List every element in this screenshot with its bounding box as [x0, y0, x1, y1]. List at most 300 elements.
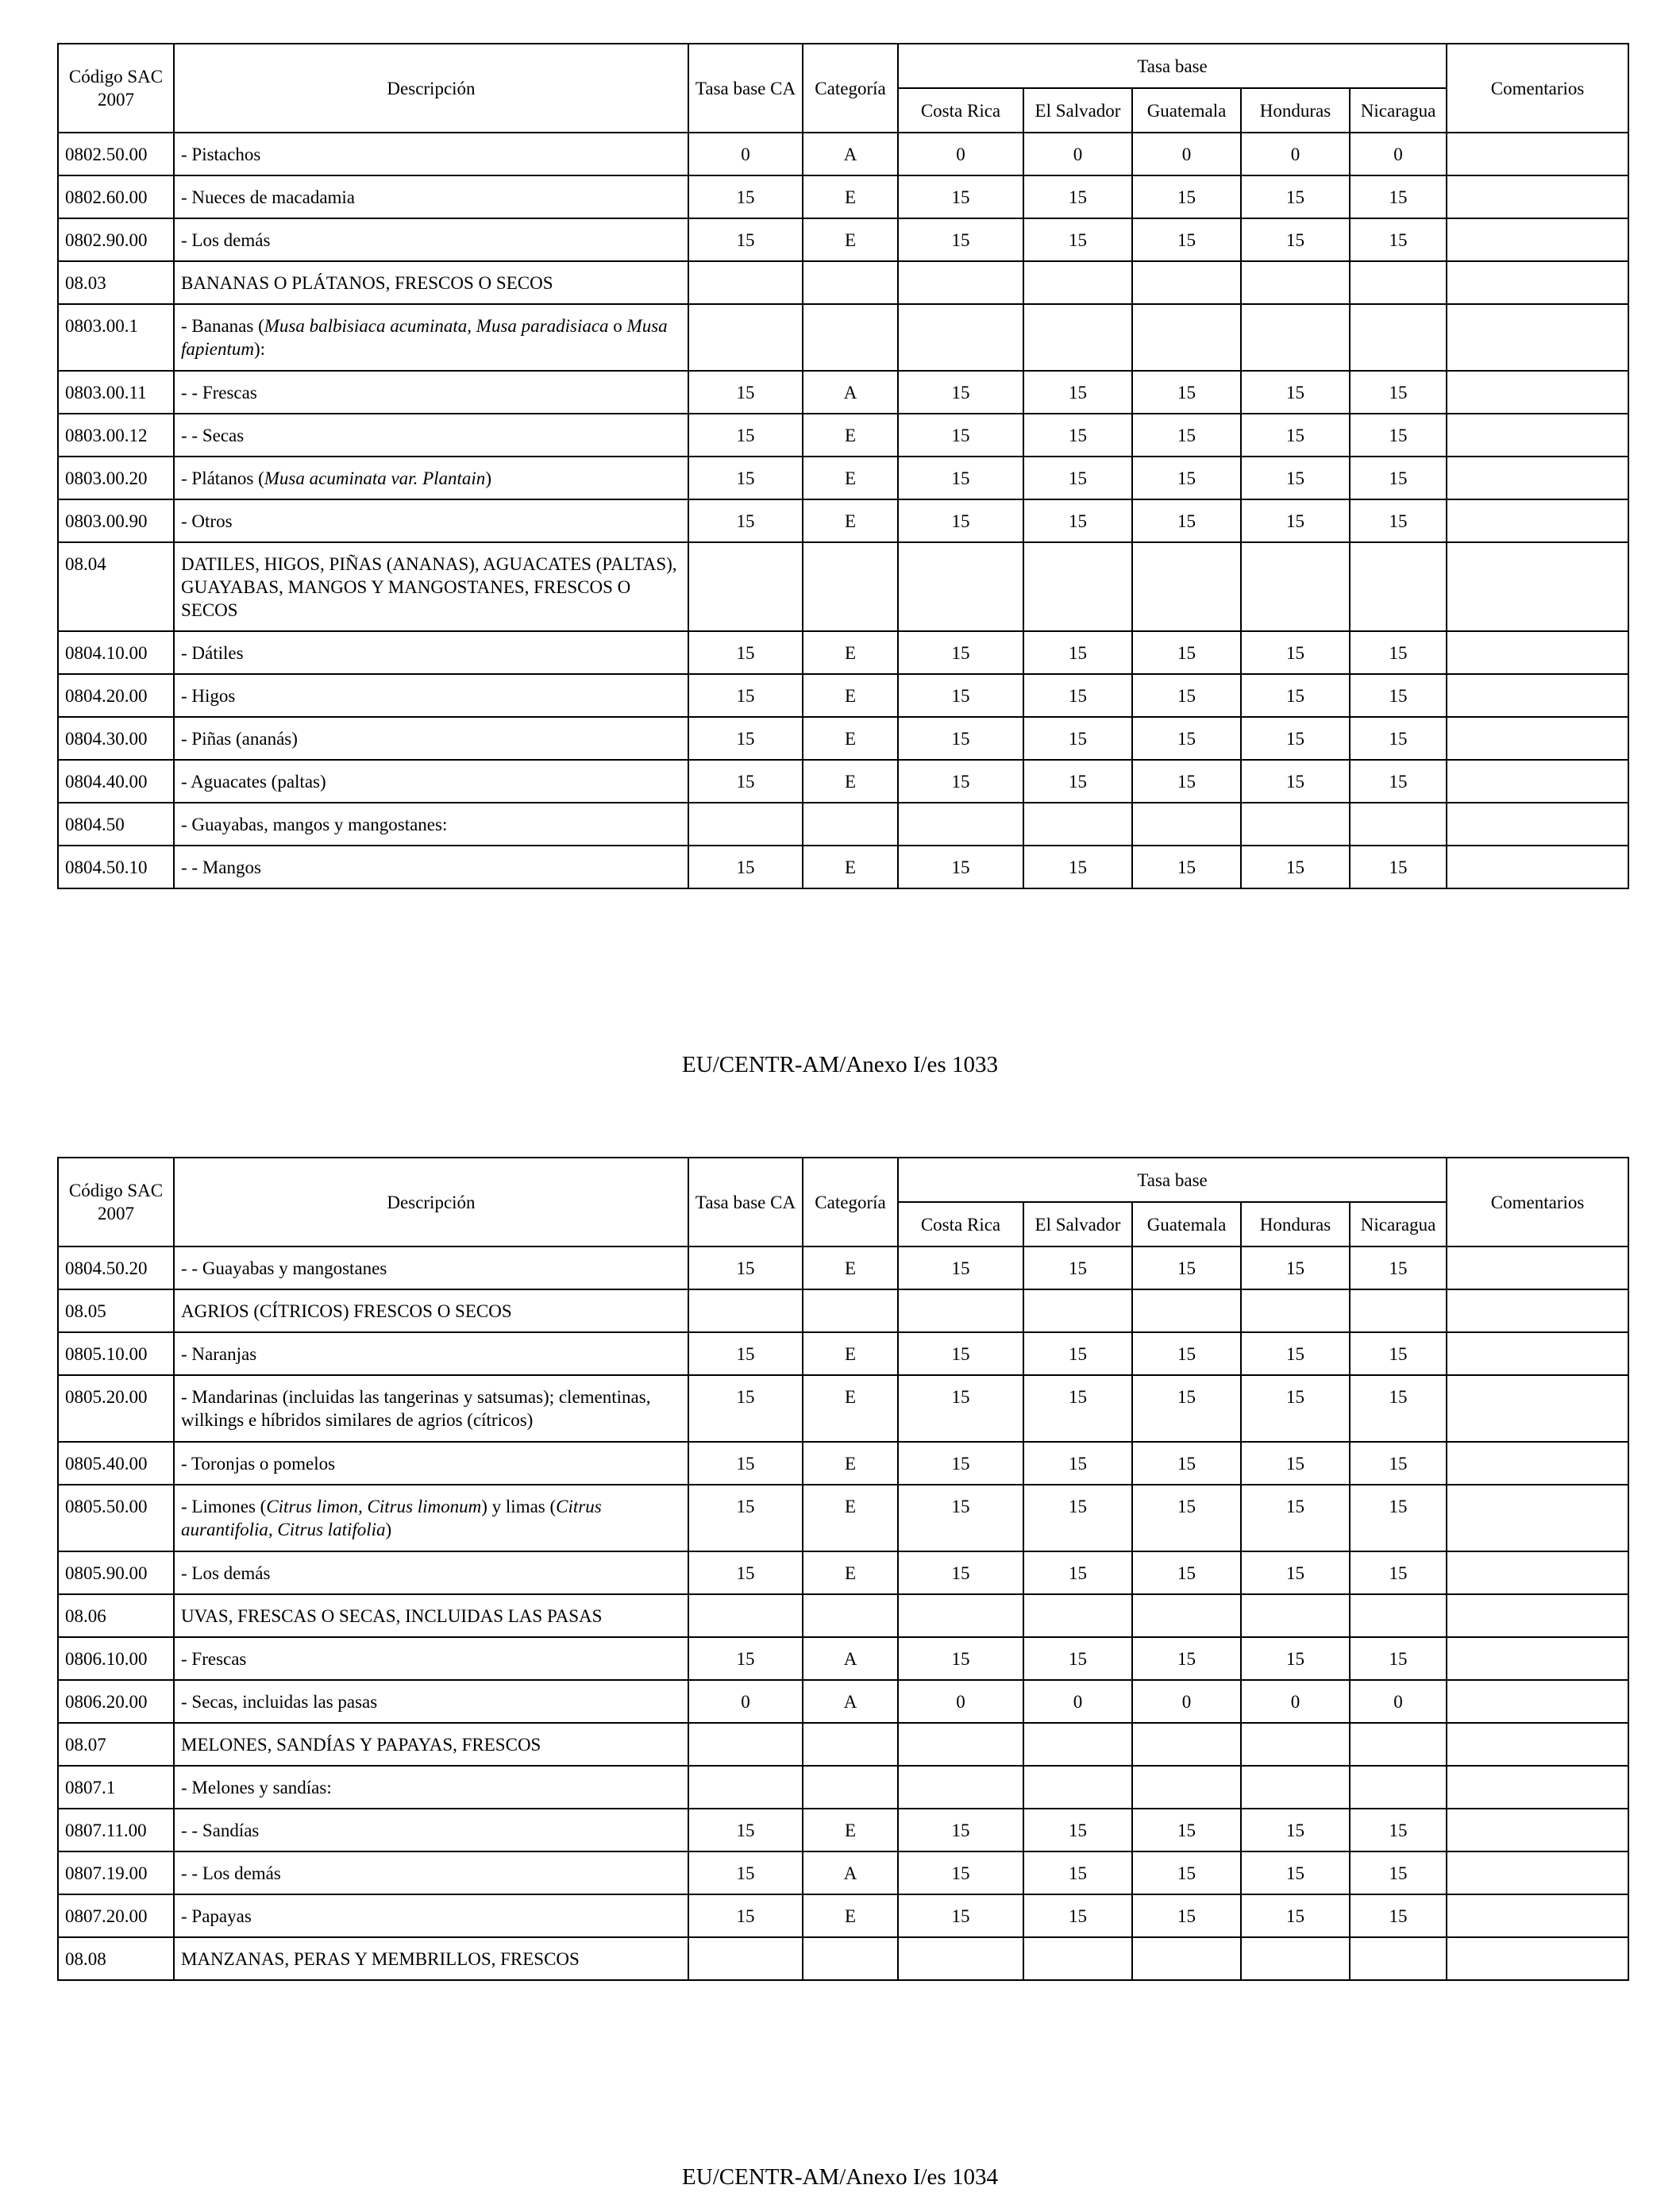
country-rate-cell	[1132, 803, 1241, 846]
tariff-code-cell: 0804.20.00	[58, 674, 174, 717]
category-cell: E	[803, 414, 898, 457]
header-comments: Comentarios	[1447, 44, 1628, 133]
country-rate-cell	[1350, 542, 1447, 631]
country-rate-cell	[898, 1766, 1023, 1809]
category-cell	[803, 542, 898, 631]
description-cell: - - Mangos	[174, 846, 688, 888]
comments-cell	[1447, 414, 1628, 457]
base-rate-ca-cell	[688, 542, 803, 631]
comments-cell	[1447, 1637, 1628, 1680]
country-rate-cell: 0	[1241, 1680, 1350, 1723]
country-rate-cell: 15	[1241, 414, 1350, 457]
country-rate-cell: 15	[898, 457, 1023, 499]
tariff-code-cell: 0803.00.12	[58, 414, 174, 457]
country-rate-cell: 15	[898, 1442, 1023, 1485]
category-cell: E	[803, 1894, 898, 1937]
country-rate-cell: 15	[1241, 1375, 1350, 1442]
country-rate-cell	[1241, 803, 1350, 846]
country-rate-cell: 15	[1023, 846, 1132, 888]
country-rate-cell: 15	[898, 674, 1023, 717]
base-rate-ca-cell: 15	[688, 1375, 803, 1442]
description-italic-part: Citrus limon, Citrus limonum	[266, 1497, 482, 1516]
country-rate-cell	[1023, 304, 1132, 371]
base-rate-ca-cell	[688, 1723, 803, 1766]
table-row	[58, 717, 1628, 760]
description-cell: - Melones y sandías:	[174, 1766, 688, 1809]
description-italic-part: Musa fapientum	[181, 316, 668, 359]
comments-cell	[1447, 1246, 1628, 1289]
country-rate-cell: 15	[898, 1551, 1023, 1594]
country-rate-cell: 15	[1132, 1551, 1241, 1594]
tariff-code-cell: 0805.50.00	[58, 1485, 174, 1551]
table-row	[58, 261, 1628, 304]
tariff-table-page-1034	[57, 1157, 1629, 1981]
country-rate-cell	[898, 803, 1023, 846]
description-cell: - - Secas	[174, 414, 688, 457]
country-rate-cell: 15	[1023, 1637, 1132, 1680]
base-rate-ca-cell: 15	[688, 674, 803, 717]
country-rate-cell: 15	[898, 1485, 1023, 1551]
country-rate-cell: 15	[1023, 1851, 1132, 1894]
tariff-code-cell: 0806.20.00	[58, 1680, 174, 1723]
table-row	[58, 499, 1628, 542]
comments-cell	[1447, 1442, 1628, 1485]
country-rate-cell: 15	[898, 1637, 1023, 1680]
description-cell: DATILES, HIGOS, PIÑAS (ANANAS), AGUACATES (PALTAS), GUAYABAS, MANGOS Y MANGOSTANES, FRESCOS O SECOS	[174, 542, 688, 631]
country-rate-cell: 15	[1350, 1375, 1447, 1442]
country-rate-cell: 15	[1350, 1246, 1447, 1289]
tariff-code-cell: 08.04	[58, 542, 174, 631]
country-rate-cell	[898, 1289, 1023, 1332]
country-rate-cell: 15	[898, 175, 1023, 218]
comments-cell	[1447, 457, 1628, 499]
country-rate-cell: 15	[1241, 760, 1350, 803]
category-cell: E	[803, 175, 898, 218]
country-rate-cell: 0	[1241, 133, 1350, 175]
header-base-rate: Tasa base	[898, 44, 1447, 88]
tariff-code-cell: 0804.50.10	[58, 846, 174, 888]
category-cell: E	[803, 1485, 898, 1551]
table-row	[58, 760, 1628, 803]
base-rate-ca-cell: 15	[688, 1485, 803, 1551]
header-code: Código SAC 2007	[58, 44, 174, 133]
table-body	[58, 1246, 1628, 1980]
table-row	[58, 1332, 1628, 1375]
description-cell: - - Los demás	[174, 1851, 688, 1894]
table-header	[58, 1158, 1628, 1246]
table-row	[58, 175, 1628, 218]
description-cell: - Secas, incluidas las pasas	[174, 1680, 688, 1723]
header-category: Categoría	[803, 1158, 898, 1246]
country-rate-cell	[1350, 1723, 1447, 1766]
tariff-code-cell: 08.06	[58, 1594, 174, 1637]
comments-cell	[1447, 1551, 1628, 1594]
comments-cell	[1447, 1894, 1628, 1937]
country-rate-cell: 15	[1132, 717, 1241, 760]
comments-cell	[1447, 1680, 1628, 1723]
tariff-code-cell: 0805.10.00	[58, 1332, 174, 1375]
tariff-code-cell: 0804.10.00	[58, 631, 174, 674]
comments-cell	[1447, 1485, 1628, 1551]
country-rate-cell: 15	[1023, 218, 1132, 261]
country-rate-cell: 15	[1241, 1551, 1350, 1594]
country-rate-cell	[1132, 261, 1241, 304]
country-rate-cell: 15	[1350, 1851, 1447, 1894]
description-cell: - Piñas (ananás)	[174, 717, 688, 760]
country-rate-cell	[1023, 1937, 1132, 1980]
table-row	[58, 1289, 1628, 1332]
category-cell	[803, 261, 898, 304]
description-italic-part: Musa balbisiaca acuminata, Musa paradisiaca	[264, 316, 609, 336]
country-rate-cell	[1023, 261, 1132, 304]
base-rate-ca-cell	[688, 1594, 803, 1637]
description-cell: BANANAS O PLÁTANOS, FRESCOS O SECOS	[174, 261, 688, 304]
base-rate-ca-cell: 15	[688, 1851, 803, 1894]
comments-cell	[1447, 1332, 1628, 1375]
country-rate-cell	[1023, 1594, 1132, 1637]
country-rate-cell: 15	[1023, 1332, 1132, 1375]
description-cell: AGRIOS (CÍTRICOS) FRESCOS O SECOS	[174, 1289, 688, 1332]
table-row	[58, 1442, 1628, 1485]
description-part: - Limones (	[181, 1497, 267, 1516]
tariff-table-page-1033	[57, 43, 1629, 889]
country-rate-cell: 15	[1350, 371, 1447, 414]
country-rate-cell: 15	[1350, 218, 1447, 261]
table-row	[58, 1680, 1628, 1723]
table-row	[58, 1766, 1628, 1809]
country-rate-cell: 15	[1132, 457, 1241, 499]
tariff-code-cell: 0805.40.00	[58, 1442, 174, 1485]
description-cell: - Pistachos	[174, 133, 688, 175]
base-rate-ca-cell: 15	[688, 1809, 803, 1851]
tariff-code-cell: 08.03	[58, 261, 174, 304]
header-base-rate-ca: Tasa base CA	[688, 44, 803, 133]
country-rate-cell	[898, 1723, 1023, 1766]
country-rate-cell: 15	[1132, 414, 1241, 457]
country-rate-cell: 15	[1350, 457, 1447, 499]
country-rate-cell: 0	[1132, 1680, 1241, 1723]
description-cell: MANZANAS, PERAS Y MEMBRILLOS, FRESCOS	[174, 1937, 688, 1980]
country-rate-cell	[1241, 304, 1350, 371]
country-rate-cell: 0	[898, 133, 1023, 175]
country-rate-cell: 15	[1023, 1485, 1132, 1551]
category-cell	[803, 1289, 898, 1332]
country-rate-cell: 15	[898, 499, 1023, 542]
base-rate-ca-cell: 15	[688, 1551, 803, 1594]
header-category: Categoría	[803, 44, 898, 133]
category-cell: E	[803, 846, 898, 888]
tariff-code-cell: 0807.1	[58, 1766, 174, 1809]
category-cell: E	[803, 1442, 898, 1485]
country-rate-cell	[1350, 1594, 1447, 1637]
base-rate-ca-cell: 15	[688, 1246, 803, 1289]
country-rate-cell: 15	[1023, 1809, 1132, 1851]
base-rate-ca-cell: 15	[688, 499, 803, 542]
comments-cell	[1447, 631, 1628, 674]
header-country: Nicaragua	[1350, 88, 1447, 133]
base-rate-ca-cell: 15	[688, 414, 803, 457]
header-country: Costa Rica	[898, 1202, 1023, 1246]
country-rate-cell	[1132, 1594, 1241, 1637]
country-rate-cell	[898, 304, 1023, 371]
category-cell: A	[803, 1637, 898, 1680]
category-cell: A	[803, 1680, 898, 1723]
country-rate-cell: 15	[1023, 1551, 1132, 1594]
base-rate-ca-cell: 15	[688, 175, 803, 218]
tariff-code-cell: 0805.90.00	[58, 1551, 174, 1594]
tariff-code-cell: 0802.50.00	[58, 133, 174, 175]
base-rate-ca-cell	[688, 1289, 803, 1332]
description-cell	[174, 457, 688, 499]
base-rate-ca-cell: 0	[688, 1680, 803, 1723]
description-cell: - Nueces de macadamia	[174, 175, 688, 218]
country-rate-cell: 15	[1023, 1442, 1132, 1485]
country-rate-cell: 15	[1241, 175, 1350, 218]
country-rate-cell	[1350, 1937, 1447, 1980]
description-cell: - Otros	[174, 499, 688, 542]
country-rate-cell: 0	[1132, 133, 1241, 175]
category-cell	[803, 1937, 898, 1980]
description-cell: - Papayas	[174, 1894, 688, 1937]
comments-cell	[1447, 499, 1628, 542]
comments-cell	[1447, 304, 1628, 371]
tariff-code-cell: 0803.00.20	[58, 457, 174, 499]
base-rate-ca-cell: 0	[688, 133, 803, 175]
table-row	[58, 1809, 1628, 1851]
table-row	[58, 1723, 1628, 1766]
table-row	[58, 371, 1628, 414]
comments-cell	[1447, 674, 1628, 717]
table-row	[58, 803, 1628, 846]
header-description: Descripción	[174, 44, 688, 133]
country-rate-cell: 15	[1132, 674, 1241, 717]
country-rate-cell: 15	[1350, 631, 1447, 674]
header-country: El Salvador	[1023, 88, 1132, 133]
country-rate-cell: 15	[1241, 717, 1350, 760]
table-row	[58, 1937, 1628, 1980]
country-rate-cell: 15	[1241, 1637, 1350, 1680]
country-rate-cell: 15	[1023, 631, 1132, 674]
comments-cell	[1447, 1851, 1628, 1894]
table-header	[58, 44, 1628, 133]
country-rate-cell: 15	[1132, 1442, 1241, 1485]
category-cell: E	[803, 1551, 898, 1594]
comments-cell	[1447, 1723, 1628, 1766]
category-cell: A	[803, 133, 898, 175]
country-rate-cell: 15	[1132, 1375, 1241, 1442]
description-part: o	[608, 316, 627, 336]
country-rate-cell: 15	[1350, 1809, 1447, 1851]
country-rate-cell	[1350, 803, 1447, 846]
category-cell: E	[803, 760, 898, 803]
category-cell	[803, 1723, 898, 1766]
country-rate-cell: 15	[1241, 1485, 1350, 1551]
country-rate-cell: 15	[1132, 218, 1241, 261]
comments-cell	[1447, 218, 1628, 261]
country-rate-cell: 15	[1132, 631, 1241, 674]
table-row	[58, 218, 1628, 261]
country-rate-cell: 15	[1350, 674, 1447, 717]
description-part: - Plátanos (	[181, 468, 264, 488]
comments-cell	[1447, 542, 1628, 631]
country-rate-cell	[898, 261, 1023, 304]
tariff-code-cell: 0806.10.00	[58, 1637, 174, 1680]
comments-cell	[1447, 717, 1628, 760]
base-rate-ca-cell: 15	[688, 1894, 803, 1937]
base-rate-ca-cell	[688, 261, 803, 304]
country-rate-cell: 15	[1023, 674, 1132, 717]
base-rate-ca-cell: 15	[688, 1637, 803, 1680]
country-rate-cell	[1132, 542, 1241, 631]
country-rate-cell: 15	[1241, 1894, 1350, 1937]
country-rate-cell: 15	[1132, 760, 1241, 803]
base-rate-ca-cell	[688, 304, 803, 371]
base-rate-ca-cell	[688, 803, 803, 846]
country-rate-cell	[1241, 1766, 1350, 1809]
description-cell: MELONES, SANDÍAS Y PAPAYAS, FRESCOS	[174, 1723, 688, 1766]
country-rate-cell: 15	[898, 1894, 1023, 1937]
country-rate-cell: 0	[1350, 1680, 1447, 1723]
country-rate-cell	[898, 1937, 1023, 1980]
country-rate-cell: 0	[1023, 1680, 1132, 1723]
country-rate-cell	[1023, 542, 1132, 631]
country-rate-cell: 15	[1241, 631, 1350, 674]
country-rate-cell	[1023, 1766, 1132, 1809]
country-rate-cell	[1132, 1766, 1241, 1809]
description-cell: - Frescas	[174, 1637, 688, 1680]
table-row	[58, 1375, 1628, 1442]
country-rate-cell: 15	[1241, 1442, 1350, 1485]
country-rate-cell	[1023, 1289, 1132, 1332]
table-row	[58, 846, 1628, 888]
country-rate-cell: 15	[1023, 457, 1132, 499]
country-rate-cell: 15	[1023, 1246, 1132, 1289]
country-rate-cell: 15	[898, 1375, 1023, 1442]
header-country: Guatemala	[1132, 88, 1241, 133]
country-rate-cell: 15	[1023, 1375, 1132, 1442]
base-rate-ca-cell	[688, 1766, 803, 1809]
tariff-code-cell: 0804.30.00	[58, 717, 174, 760]
country-rate-cell: 15	[898, 1246, 1023, 1289]
header-comments: Comentarios	[1447, 1158, 1628, 1246]
base-rate-ca-cell: 15	[688, 218, 803, 261]
base-rate-ca-cell: 15	[688, 717, 803, 760]
page-footer: EU/CENTR-AM/Anexo I/es 1034	[682, 2164, 998, 2190]
country-rate-cell: 15	[1241, 846, 1350, 888]
header-country: Honduras	[1241, 88, 1350, 133]
base-rate-ca-cell: 15	[688, 760, 803, 803]
description-cell: - Higos	[174, 674, 688, 717]
table-body	[58, 133, 1628, 888]
country-rate-cell	[1241, 1594, 1350, 1637]
country-rate-cell: 15	[1023, 760, 1132, 803]
country-rate-cell: 15	[1241, 371, 1350, 414]
country-rate-cell	[1132, 304, 1241, 371]
country-rate-cell: 15	[1350, 1485, 1447, 1551]
comments-cell	[1447, 133, 1628, 175]
comments-cell	[1447, 1375, 1628, 1442]
comments-cell	[1447, 371, 1628, 414]
category-cell	[803, 1766, 898, 1809]
country-rate-cell: 15	[1132, 1894, 1241, 1937]
description-cell: - Los demás	[174, 218, 688, 261]
description-part: )	[485, 468, 491, 488]
country-rate-cell: 15	[898, 414, 1023, 457]
description-italic-part: Citrus aurantifolia, Citrus latifolia	[181, 1497, 602, 1539]
country-rate-cell: 15	[1241, 1332, 1350, 1375]
tariff-code-cell: 0802.60.00	[58, 175, 174, 218]
country-rate-cell	[1023, 803, 1132, 846]
country-rate-cell	[1023, 1723, 1132, 1766]
country-rate-cell: 15	[1350, 1442, 1447, 1485]
tariff-code-cell: 0802.90.00	[58, 218, 174, 261]
country-rate-cell: 15	[1132, 371, 1241, 414]
country-rate-cell	[1132, 1289, 1241, 1332]
description-cell	[174, 1485, 688, 1551]
base-rate-ca-cell: 15	[688, 371, 803, 414]
description-part: - Bananas (	[181, 316, 264, 336]
country-rate-cell: 15	[898, 1332, 1023, 1375]
country-rate-cell: 15	[1241, 1809, 1350, 1851]
base-rate-ca-cell: 15	[688, 1332, 803, 1375]
country-rate-cell	[1350, 1766, 1447, 1809]
comments-cell	[1447, 760, 1628, 803]
country-rate-cell: 15	[898, 218, 1023, 261]
comments-cell	[1447, 846, 1628, 888]
country-rate-cell: 15	[1132, 1637, 1241, 1680]
comments-cell	[1447, 1289, 1628, 1332]
header-base-rate: Tasa base	[898, 1158, 1447, 1202]
country-rate-cell	[1241, 1289, 1350, 1332]
country-rate-cell: 15	[1132, 175, 1241, 218]
description-cell: - Mandarinas (incluidas las tangerinas y satsumas); clementinas, wilkings e híbridos similares de agrios (cítricos)	[174, 1375, 688, 1442]
country-rate-cell	[1350, 1289, 1447, 1332]
country-rate-cell: 15	[1023, 1894, 1132, 1937]
country-rate-cell: 15	[1132, 1485, 1241, 1551]
table-row	[58, 1485, 1628, 1551]
description-cell: - - Guayabas y mangostanes	[174, 1246, 688, 1289]
category-cell	[803, 1594, 898, 1637]
country-rate-cell: 0	[1350, 133, 1447, 175]
header-country: Nicaragua	[1350, 1202, 1447, 1246]
table-row	[58, 457, 1628, 499]
table-row	[58, 674, 1628, 717]
comments-cell	[1447, 1937, 1628, 1980]
country-rate-cell	[1350, 304, 1447, 371]
table-row	[58, 133, 1628, 175]
country-rate-cell: 15	[1023, 499, 1132, 542]
table-row	[58, 1246, 1628, 1289]
category-cell: E	[803, 717, 898, 760]
description-cell: - Los demás	[174, 1551, 688, 1594]
country-rate-cell: 15	[1132, 499, 1241, 542]
comments-cell	[1447, 261, 1628, 304]
country-rate-cell	[898, 542, 1023, 631]
comments-cell	[1447, 175, 1628, 218]
tariff-code-cell: 0807.20.00	[58, 1894, 174, 1937]
category-cell: E	[803, 674, 898, 717]
header-description: Descripción	[174, 1158, 688, 1246]
country-rate-cell: 15	[898, 846, 1023, 888]
header-code: Código SAC 2007	[58, 1158, 174, 1246]
country-rate-cell: 15	[1350, 1551, 1447, 1594]
country-rate-cell: 15	[1241, 1246, 1350, 1289]
tariff-code-cell: 0804.40.00	[58, 760, 174, 803]
country-rate-cell: 15	[1241, 457, 1350, 499]
country-rate-cell: 15	[898, 631, 1023, 674]
description-cell: - - Frescas	[174, 371, 688, 414]
country-rate-cell: 15	[1023, 717, 1132, 760]
